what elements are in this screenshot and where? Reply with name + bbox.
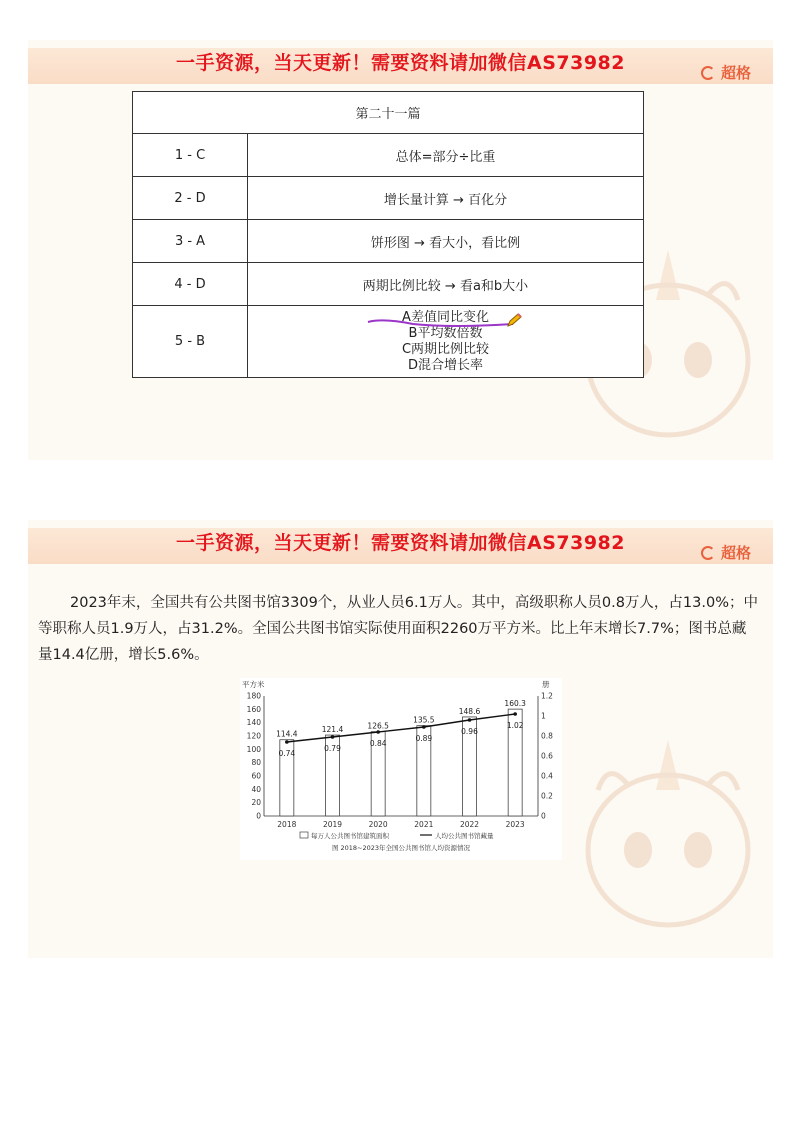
left-tick-label: 40 (251, 784, 261, 794)
left-tick-label: 140 (246, 718, 261, 728)
legend-bar-label: 每万人公共图书馆建筑面积 (311, 832, 389, 840)
table-row (133, 263, 644, 306)
line-data-label: 0.96 (461, 727, 478, 736)
chart-caption: 图 2018~2023年全国公共图书馆人均资源情况 (331, 844, 471, 852)
right-tick-label: 0.4 (541, 771, 553, 781)
library-resources-chart (240, 678, 562, 860)
table-row (133, 220, 644, 263)
line-point (285, 740, 289, 744)
question-number: 5 - B (133, 306, 248, 378)
pencil-icon (506, 312, 524, 328)
material-slide (28, 520, 773, 958)
brand-logo (701, 542, 751, 563)
right-axis-label: 册 (542, 680, 550, 689)
right-tick-label: 0 (541, 811, 546, 821)
bar-data-label: 121.4 (321, 725, 344, 735)
answer-note: 两期比例比较 → 看a和b大小 (248, 263, 644, 306)
logo-c-icon (701, 546, 715, 560)
answer-table (132, 91, 644, 378)
x-tick-label: 2020 (368, 820, 388, 829)
line-data-label: 0.89 (415, 734, 433, 743)
line-data-label: 0.84 (369, 739, 387, 748)
left-tick-label: 60 (251, 771, 261, 781)
x-tick-label: 2023 (505, 820, 525, 829)
legend-bar-swatch (300, 832, 308, 838)
question-number: 2 - D (133, 177, 248, 220)
purple-underline-stroke (363, 314, 523, 334)
bar-data-label: 160.3 (504, 699, 526, 709)
left-tick-label: 120 (246, 731, 261, 741)
logo-text: 超格 (720, 544, 751, 562)
right-tick-label: 1.2 (541, 691, 553, 701)
left-tick-label: 80 (251, 758, 261, 768)
bar-data-label: 148.6 (458, 706, 481, 716)
right-tick-label: 0.2 (541, 791, 553, 801)
option-b: B平均数倍数 (408, 325, 483, 341)
banner-text: 一手资源，当天更新！需要资料请加微信AS73982 (176, 532, 625, 554)
chart-container (240, 678, 562, 860)
x-tick-label: 2022 (459, 820, 480, 829)
answer-note: 总体=部分÷比重 (248, 134, 644, 177)
option-c: C两期比例比较 (401, 341, 490, 357)
left-tick-label: 160 (246, 704, 261, 714)
x-tick-label: 2019 (322, 820, 343, 829)
left-axis-label: 平方米 (242, 680, 265, 689)
line-data-label: 0.74 (278, 749, 296, 758)
answer-slide (28, 40, 773, 460)
right-tick-label: 0.6 (541, 751, 553, 761)
option-a: A差值同比变化 (402, 309, 489, 325)
line-point (513, 712, 517, 716)
logo-c-icon (701, 66, 715, 80)
right-tick-label: 1 (541, 711, 546, 721)
brand-logo (701, 62, 751, 83)
unicorn-mascot-icon (568, 730, 768, 950)
left-tick-label: 180 (246, 691, 261, 701)
line-point (331, 735, 335, 739)
left-tick-label: 100 (246, 744, 261, 754)
left-tick-label: 20 (251, 798, 261, 808)
line-point (422, 725, 426, 729)
table-title: 第二十一篇 (133, 92, 644, 134)
banner-text: 一手资源，当天更新！需要资料请加微信AS73982 (176, 52, 625, 74)
left-tick-label: 0 (256, 811, 261, 821)
x-tick-label: 2018 (277, 820, 297, 829)
question-number: 3 - A (133, 220, 248, 263)
logo-text: 超格 (720, 64, 751, 82)
table-row (133, 177, 644, 220)
bar-data-label: 114.4 (276, 729, 298, 739)
table-row (133, 134, 644, 177)
line-point (468, 718, 472, 722)
answer-note: 饼形图 → 看大小，看比例 (248, 220, 644, 263)
x-tick-label: 2021 (414, 820, 434, 829)
option-d: D混合增长率 (407, 357, 483, 373)
line-data-label: 0.79 (324, 744, 341, 753)
bar-data-label: 135.5 (413, 715, 435, 725)
answer-note: 增长量计算 → 百化分 (248, 177, 644, 220)
bar-data-label: 126.5 (367, 721, 389, 731)
legend-line-label: 人均公共图书馆藏量 (435, 832, 494, 840)
material-paragraph: 2023年末，全国共有公共图书馆3309个，从业人员6.1万人。其中，高级职称人员0.8万人，占13.0%；中等职称人员1.9万人，占31.2%。全国公共图书馆实际使用面积2260万平方米。比上年末增长7.7%；图书总藏量14.4亿册，增长5.6%。 (38, 595, 758, 663)
line-data-label: 1.02 (506, 721, 524, 730)
right-tick-label: 0.8 (541, 731, 553, 741)
question-number: 1 - C (133, 134, 248, 177)
question-number: 4 - D (133, 263, 248, 306)
line-point (376, 730, 380, 734)
